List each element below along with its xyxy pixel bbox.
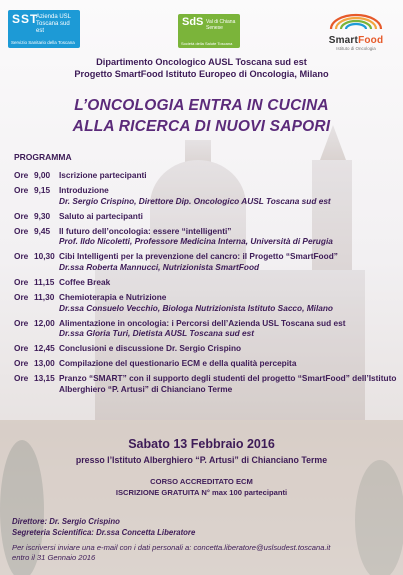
schedule-event	[59, 226, 399, 247]
schedule-event	[59, 358, 399, 369]
schedule-item	[14, 185, 399, 206]
schedule-event	[59, 343, 399, 354]
schedule-event-speaker: Dr.ssa Gloria Turi, Dietista AUSL Toscana sud est	[59, 328, 255, 339]
event-title-line-2: ALLA RICERCA DI NUOVI SAPORI	[72, 118, 331, 135]
organizers	[0, 56, 403, 80]
smartfood-logo	[321, 12, 391, 52]
schedule-ore-label: Ore	[14, 292, 29, 303]
schedule-item	[14, 343, 399, 354]
contact-deadline: entro il 31 Gennaio 2016	[12, 553, 96, 562]
schedule-time: 13,00	[34, 358, 55, 369]
schedule-event	[59, 211, 399, 222]
schedule-item	[14, 251, 399, 272]
schedule-time: 9,00	[34, 170, 51, 180]
usl-logo-initials: SST	[12, 12, 39, 26]
usl-toscana-logo	[8, 10, 80, 48]
schedule-item	[14, 277, 399, 288]
ecm-accredited: CORSO ACCREDITATO ECM	[150, 477, 253, 486]
schedule-item	[14, 211, 399, 222]
event-venue: presso l’Istituto Alberghiero “P. Artusi” di Chianciano Terme	[75, 455, 328, 465]
schedule-ore-label: Ore	[14, 343, 29, 354]
schedule-ore-label: Ore	[14, 170, 29, 180]
schedule-event	[59, 277, 399, 288]
smartfood-logo-name: SmartFood	[328, 35, 384, 46]
schedule-event-title: Saluto ai partecipanti	[59, 210, 143, 221]
registration-info: ISCRIZIONE GRATUITA N° max 100 partecipanti	[115, 487, 288, 497]
schedule-event-title: Coffee Break	[59, 276, 111, 287]
schedule-item	[14, 358, 399, 369]
schedule-item	[14, 292, 399, 313]
schedule-item	[14, 373, 399, 394]
schedule-ore-label: Ore	[14, 225, 29, 236]
schedule-time: 9,30	[34, 210, 51, 221]
schedule-time: 12,45	[34, 343, 55, 354]
secretariat-credit: Segreteria Scientifica: Dr.ssa Concetta Liberatore	[12, 527, 196, 537]
smartfood-arcs-icon	[326, 12, 386, 30]
sds-logo-name: Val di Chiana Senese	[206, 19, 236, 31]
schedule-event-speaker: Dr.ssa Roberta Mannucci, Nutrizionista SmartFood	[59, 261, 260, 272]
smartfood-logo-tag: Istituto di Oncologia	[336, 46, 376, 51]
event-date: Sabato 13 Febbraio 2016	[128, 437, 275, 451]
schedule-time: 9,45	[34, 225, 51, 236]
schedule-event	[59, 373, 399, 394]
schedule-ore-label: Ore	[14, 251, 29, 262]
schedule-time: 10,30	[34, 251, 55, 262]
contact-info	[12, 543, 397, 563]
schedule-item	[14, 170, 399, 181]
credits	[12, 517, 195, 538]
event-title-line-1: L’ONCOLOGIA ENTRA IN CUCINA	[74, 97, 329, 114]
programme-heading: PROGRAMMA	[14, 152, 72, 162]
schedule-ore-label: Ore	[14, 373, 29, 384]
schedule-event	[59, 170, 399, 181]
schedule-ore-label: Ore	[14, 276, 29, 287]
director-credit: Direttore: Dr. Sergio Crispino	[12, 517, 120, 526]
schedule-event-speaker: Dr.ssa Consuelo Vecchio, Biologa Nutrizionista Istituto Sacco, Milano	[59, 302, 333, 313]
schedule-event-title: Compilazione del questionario ECM e della qualità percepita	[59, 358, 297, 369]
schedule-event	[59, 292, 399, 313]
schedule-time: 11,30	[34, 292, 55, 303]
usl-logo-name: Azienda USL Toscana sud est	[36, 14, 71, 34]
usl-logo-footer: Servizio Sanitario della Toscana	[11, 40, 75, 45]
schedule-event	[59, 318, 399, 339]
logo-bar	[8, 10, 395, 50]
schedule-event	[59, 185, 399, 206]
sds-logo	[178, 14, 240, 48]
schedule-item	[14, 226, 399, 247]
schedule-event-title: Chemioterapia e Nutrizione	[59, 292, 167, 303]
schedule-time: 9,15	[34, 185, 51, 196]
ecm-info	[0, 477, 403, 498]
organizer-line-1: Dipartimento Oncologico AUSL Toscana sud est	[96, 57, 307, 67]
schedule-event-title: Alimentazione in oncologia: i Percorsi dell’Azienda USL Toscana sud est	[59, 317, 346, 328]
schedule-event-speaker: Prof. Ildo Nicoletti, Professore Medicina Interna, Università di Perugia	[59, 236, 333, 247]
schedule-ore-label: Ore	[14, 317, 29, 328]
schedule-event-title: Pranzo “SMART” con il supporto degli studenti del progetto “SmartFood” dell’Istituto Alberghiero “P. Artusi” di Chianciano Terme	[59, 373, 397, 394]
contact-email-line: Per iscriversi inviare una e-mail con i dati personali a: concetta.liberatore@uslsudest.toscana.it	[12, 543, 331, 552]
schedule-event-title: Il futuro dell’oncologia: essere “intelligenti”	[59, 225, 232, 236]
schedule-time: 12,00	[34, 317, 55, 328]
schedule-time: 13,15	[34, 373, 55, 384]
schedule-item	[14, 318, 399, 339]
schedule-list	[14, 170, 399, 399]
schedule-ore-label: Ore	[14, 358, 29, 369]
schedule-event-title: Cibi Intelligenti per la prevenzione del cancro: il Progetto “SmartFood”	[59, 251, 338, 262]
event-title	[0, 95, 403, 137]
schedule-event-speaker: Dr. Sergio Crispino, Direttore Dip. Oncologico AUSL Toscana sud est	[59, 195, 331, 206]
schedule-event-title: Iscrizione partecipanti	[59, 170, 147, 180]
sds-logo-footer: Società della Salute Toscana	[181, 41, 233, 46]
schedule-event-title: Introduzione	[59, 185, 109, 196]
schedule-ore-label: Ore	[14, 185, 29, 196]
organizer-line-2: Progetto SmartFood Istituto Europeo di Oncologia, Milano	[74, 69, 329, 79]
schedule-event-title: Conclusioni e discussione Dr. Sergio Crispino	[59, 343, 242, 354]
schedule-ore-label: Ore	[14, 210, 29, 221]
schedule-event	[59, 251, 399, 272]
schedule-time: 11,15	[34, 276, 55, 287]
sds-logo-initials: SdS	[182, 16, 204, 28]
